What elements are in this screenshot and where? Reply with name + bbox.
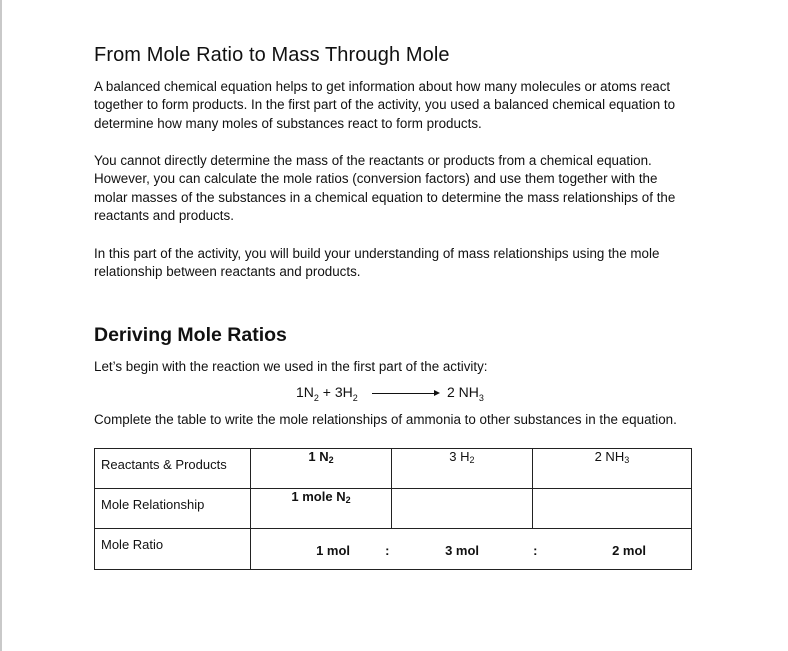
table-row (95, 529, 692, 570)
reaction-arrow-icon (372, 393, 434, 394)
ratio-nh3: 2 mol (612, 543, 647, 558)
cell-n2 (251, 449, 392, 489)
ratio-separator: : (533, 543, 538, 558)
cell-sub: 2 (345, 495, 351, 505)
row-label: Mole Ratio (95, 529, 251, 570)
page-title: From Mole Ratio to Mass Through Mole (94, 44, 450, 66)
cell-sub: 2 (469, 455, 475, 465)
cell-nh3 (532, 449, 691, 489)
ratio-separator: : (385, 543, 390, 558)
equation-n2-coef: 1N (296, 384, 314, 400)
section-intro: Let’s begin with the reaction we used in the first part of the activity: (94, 359, 488, 374)
intro-paragraph-1: A balanced chemical equation helps to get information about how many molecules or atoms react together to form products. In the first part of the activity, you used a balanced chemical equation to determine how many moles of substances react to form products. (94, 79, 676, 131)
equation-n2-sub: 2 (313, 393, 319, 403)
table-row (95, 449, 692, 489)
equation-nh3-coef: 2 NH (447, 384, 479, 400)
page-left-border (0, 0, 2, 651)
row-label: Reactants & Products (95, 449, 251, 489)
equation-h2-coef: + 3H (318, 384, 353, 400)
reaction-equation (296, 384, 496, 406)
equation-h2-sub: 2 (352, 393, 358, 403)
table-instruction: Complete the table to write the mole relationships of ammonia to other substances in the equation. (94, 412, 677, 427)
equation-reactants (296, 384, 358, 403)
cell-text: 1 mole N (291, 489, 346, 504)
cell-n2-relationship (251, 489, 392, 529)
ratio-n2: 1 mol (316, 543, 351, 558)
row-label: Mole Relationship (95, 489, 251, 529)
equation-products (447, 384, 484, 403)
cell-sub: 3 (624, 455, 630, 465)
cell-text: 1 N (308, 449, 329, 464)
cell-h2-relationship-input[interactable] (391, 489, 532, 529)
ratio-h2: 3 mol (445, 543, 480, 558)
cell-sub: 2 (328, 455, 334, 465)
table-row (95, 489, 692, 529)
mole-ratio-cell (251, 529, 692, 570)
cell-text: 3 H (449, 449, 470, 464)
intro-paragraph-2: You cannot directly determine the mass of the reactants or products from a chemical equation. However, you can calculate the mole ratios (conversion factors) and use them together with the molar masses of the substances in a chemical equation to determine the mass relationships of the reactants and products. (94, 153, 676, 224)
cell-nh3-relationship-input[interactable] (532, 489, 691, 529)
cell-h2 (391, 449, 532, 489)
equation-nh3-sub: 3 (478, 393, 484, 403)
section-heading: Deriving Mole Ratios (94, 324, 287, 346)
intro-paragraph-3: In this part of the activity, you will build your understanding of mass relationships using the mole relationship between reactants and products. (94, 246, 660, 280)
mole-table (94, 448, 692, 570)
cell-text: 2 NH (594, 449, 625, 464)
